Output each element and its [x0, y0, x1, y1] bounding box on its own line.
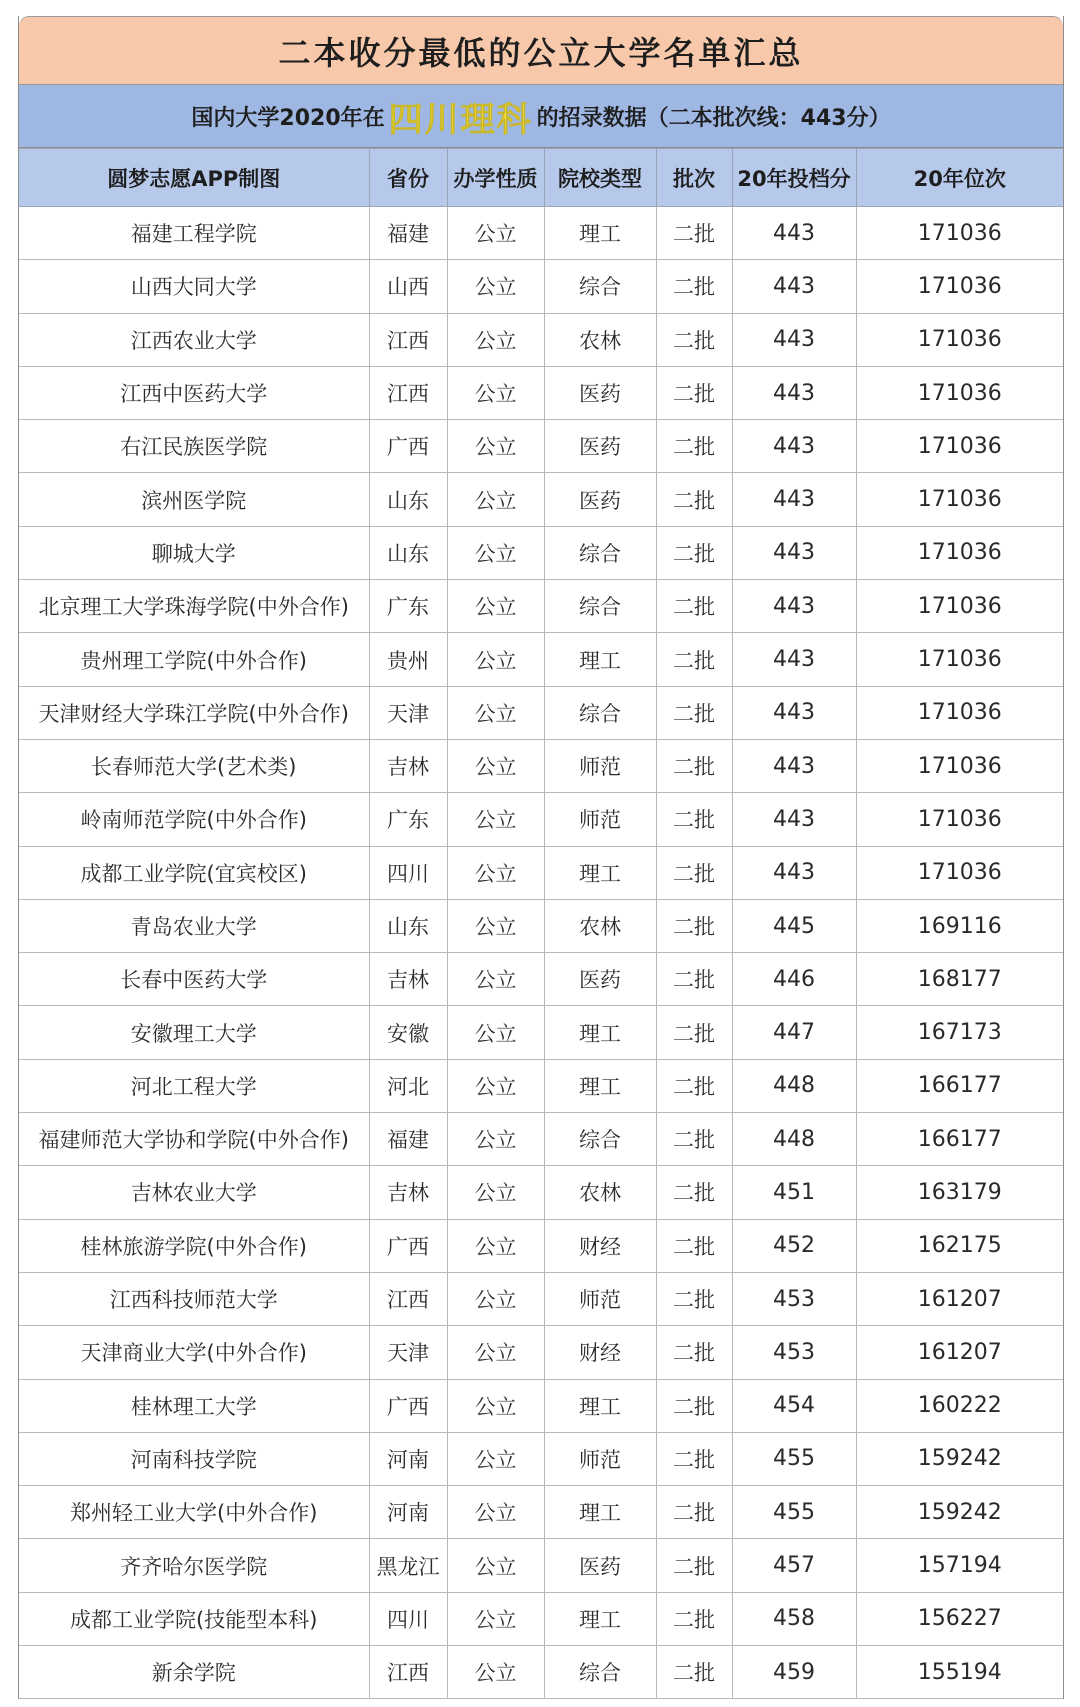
- ownership-cell: 公立: [447, 1113, 544, 1166]
- batch-cell: 二批: [656, 260, 732, 313]
- table-row: [19, 1592, 1063, 1645]
- province-cell: 天津: [369, 1326, 447, 1379]
- rank-cell: 171036: [856, 846, 1063, 899]
- batch-cell: 二批: [656, 1592, 732, 1645]
- table-row: [19, 1113, 1063, 1166]
- school-name-cell: 青岛农业大学: [19, 899, 369, 952]
- school-name-cell: 长春中医药大学: [19, 953, 369, 1006]
- school-type-cell: 综合: [544, 686, 656, 739]
- score-cell: 443: [732, 793, 856, 846]
- school-type-cell: 农林: [544, 1166, 656, 1219]
- score-cell: 453: [732, 1272, 856, 1325]
- school-type-cell: 医药: [544, 473, 656, 526]
- ownership-cell: 公立: [447, 313, 544, 366]
- batch-cell: 二批: [656, 313, 732, 366]
- school-name-cell: 成都工业学院(技能型本科): [19, 1592, 369, 1645]
- rank-cell: 171036: [856, 207, 1063, 260]
- school-name-cell: 桂林理工大学: [19, 1379, 369, 1432]
- rank-cell: 171036: [856, 366, 1063, 419]
- school-name-cell: 岭南师范学院(中外合作): [19, 793, 369, 846]
- score-cell: 447: [732, 1006, 856, 1059]
- school-type-cell: 理工: [544, 207, 656, 260]
- rank-cell: 159242: [856, 1432, 1063, 1485]
- score-table-sheet: [18, 16, 1064, 1699]
- school-type-cell: 医药: [544, 1539, 656, 1592]
- school-name-cell: 福建师范大学协和学院(中外合作): [19, 1113, 369, 1166]
- rank-cell: 161207: [856, 1326, 1063, 1379]
- table-row: [19, 1326, 1063, 1379]
- school-type-cell: 理工: [544, 633, 656, 686]
- batch-cell: 二批: [656, 1113, 732, 1166]
- batch-cell: 二批: [656, 1432, 732, 1485]
- batch-cell: 二批: [656, 420, 732, 473]
- table-row: [19, 1486, 1063, 1539]
- ownership-cell: 公立: [447, 366, 544, 419]
- ownership-cell: 公立: [447, 580, 544, 633]
- batch-cell: 二批: [656, 953, 732, 1006]
- ownership-cell: 公立: [447, 1646, 544, 1699]
- subtitle-suffix: 的招录数据（二本批次线：443分）: [536, 105, 891, 131]
- ownership-cell: 公立: [447, 526, 544, 579]
- ownership-cell: 公立: [447, 1326, 544, 1379]
- ownership-cell: 公立: [447, 1219, 544, 1272]
- rank-cell: 169116: [856, 899, 1063, 952]
- score-cell: 448: [732, 1059, 856, 1112]
- batch-cell: 二批: [656, 1486, 732, 1539]
- province-cell: 广东: [369, 793, 447, 846]
- school-name-cell: 河北工程大学: [19, 1059, 369, 1112]
- score-cell: 458: [732, 1592, 856, 1645]
- school-name-cell: 江西农业大学: [19, 313, 369, 366]
- province-cell: 天津: [369, 686, 447, 739]
- batch-cell: 二批: [656, 1646, 732, 1699]
- province-cell: 黑龙江: [369, 1539, 447, 1592]
- score-cell: 451: [732, 1166, 856, 1219]
- batch-cell: 二批: [656, 1166, 732, 1219]
- ownership-cell: 公立: [447, 1486, 544, 1539]
- table-row: [19, 1166, 1063, 1219]
- ownership-cell: 公立: [447, 1432, 544, 1485]
- batch-cell: 二批: [656, 526, 732, 579]
- province-cell: 江西: [369, 1272, 447, 1325]
- school-name-cell: 齐齐哈尔医学院: [19, 1539, 369, 1592]
- table-row: [19, 1646, 1063, 1699]
- ownership-cell: 公立: [447, 1379, 544, 1432]
- rank-cell: 171036: [856, 633, 1063, 686]
- batch-cell: 二批: [656, 473, 732, 526]
- school-type-cell: 综合: [544, 260, 656, 313]
- admission-table: [19, 148, 1063, 1699]
- school-type-cell: 农林: [544, 899, 656, 952]
- school-name-cell: 滨州医学院: [19, 473, 369, 526]
- rank-cell: 171036: [856, 473, 1063, 526]
- score-cell: 452: [732, 1219, 856, 1272]
- table-row: [19, 1219, 1063, 1272]
- school-type-cell: 理工: [544, 1059, 656, 1112]
- school-type-cell: 医药: [544, 420, 656, 473]
- school-type-cell: 医药: [544, 366, 656, 419]
- school-name-cell: 北京理工大学珠海学院(中外合作): [19, 580, 369, 633]
- province-cell: 吉林: [369, 739, 447, 792]
- table-row: [19, 953, 1063, 1006]
- rank-cell: 168177: [856, 953, 1063, 1006]
- ownership-cell: 公立: [447, 473, 544, 526]
- province-cell: 河南: [369, 1432, 447, 1485]
- rank-cell: 159242: [856, 1486, 1063, 1539]
- school-type-cell: 理工: [544, 846, 656, 899]
- subtitle-prefix: 国内大学2020年在: [191, 105, 385, 131]
- table-row: [19, 420, 1063, 473]
- batch-cell: 二批: [656, 366, 732, 419]
- batch-cell: 二批: [656, 633, 732, 686]
- table-row: [19, 686, 1063, 739]
- school-name-cell: 天津商业大学(中外合作): [19, 1326, 369, 1379]
- table-row: [19, 633, 1063, 686]
- ownership-cell: 公立: [447, 1272, 544, 1325]
- rank-cell: 161207: [856, 1272, 1063, 1325]
- ownership-cell: 公立: [447, 633, 544, 686]
- school-type-cell: 师范: [544, 1272, 656, 1325]
- school-type-cell: 理工: [544, 1006, 656, 1059]
- batch-cell: 二批: [656, 1379, 732, 1432]
- table-row: [19, 739, 1063, 792]
- province-cell: 贵州: [369, 633, 447, 686]
- batch-cell: 二批: [656, 1059, 732, 1112]
- score-cell: 446: [732, 953, 856, 1006]
- school-type-cell: 综合: [544, 580, 656, 633]
- school-name-cell: 右江民族医学院: [19, 420, 369, 473]
- batch-cell: 二批: [656, 1219, 732, 1272]
- province-cell: 江西: [369, 313, 447, 366]
- province-cell: 广东: [369, 580, 447, 633]
- rank-cell: 171036: [856, 420, 1063, 473]
- province-cell: 山东: [369, 526, 447, 579]
- province-cell: 江西: [369, 1646, 447, 1699]
- province-cell: 山西: [369, 260, 447, 313]
- province-cell: 广西: [369, 1379, 447, 1432]
- school-type-cell: 医药: [544, 953, 656, 1006]
- school-type-cell: 财经: [544, 1326, 656, 1379]
- rank-cell: 171036: [856, 739, 1063, 792]
- ownership-cell: 公立: [447, 260, 544, 313]
- table-row: [19, 846, 1063, 899]
- score-cell: 443: [732, 207, 856, 260]
- province-cell: 山东: [369, 899, 447, 952]
- school-type-cell: 理工: [544, 1486, 656, 1539]
- ownership-cell: 公立: [447, 420, 544, 473]
- page-title: 二本收分最低的公立大学名单汇总: [19, 16, 1063, 85]
- rank-cell: 166177: [856, 1059, 1063, 1112]
- school-type-cell: 农林: [544, 313, 656, 366]
- table-row: [19, 1006, 1063, 1059]
- header-score: 20年投档分: [732, 149, 856, 207]
- batch-cell: 二批: [656, 899, 732, 952]
- province-cell: 广西: [369, 1219, 447, 1272]
- batch-cell: 二批: [656, 1539, 732, 1592]
- school-name-cell: 江西中医药大学: [19, 366, 369, 419]
- school-type-cell: 师范: [544, 739, 656, 792]
- ownership-cell: 公立: [447, 953, 544, 1006]
- ownership-cell: 公立: [447, 1006, 544, 1059]
- score-cell: 454: [732, 1379, 856, 1432]
- batch-cell: 二批: [656, 739, 732, 792]
- rank-cell: 171036: [856, 313, 1063, 366]
- batch-cell: 二批: [656, 793, 732, 846]
- school-type-cell: 综合: [544, 526, 656, 579]
- province-cell: 河南: [369, 1486, 447, 1539]
- rank-cell: 171036: [856, 580, 1063, 633]
- ownership-cell: 公立: [447, 739, 544, 792]
- score-cell: 457: [732, 1539, 856, 1592]
- subtitle-highlight: 四川理科: [388, 99, 533, 140]
- score-cell: 443: [732, 739, 856, 792]
- school-type-cell: 财经: [544, 1219, 656, 1272]
- header-province: 省份: [369, 149, 447, 207]
- table-row: [19, 1059, 1063, 1112]
- ownership-cell: 公立: [447, 1059, 544, 1112]
- table-row: [19, 207, 1063, 260]
- score-cell: 443: [732, 420, 856, 473]
- province-cell: 安徽: [369, 1006, 447, 1059]
- rank-cell: 171036: [856, 526, 1063, 579]
- score-cell: 443: [732, 260, 856, 313]
- header-batch: 批次: [656, 149, 732, 207]
- score-cell: 443: [732, 633, 856, 686]
- score-cell: 448: [732, 1113, 856, 1166]
- table-row: [19, 473, 1063, 526]
- school-name-cell: 江西科技师范大学: [19, 1272, 369, 1325]
- rank-cell: 155194: [856, 1646, 1063, 1699]
- score-cell: 443: [732, 846, 856, 899]
- batch-cell: 二批: [656, 1006, 732, 1059]
- province-cell: 福建: [369, 1113, 447, 1166]
- rank-cell: 163179: [856, 1166, 1063, 1219]
- table-body: [19, 207, 1063, 1699]
- school-type-cell: 师范: [544, 1432, 656, 1485]
- province-cell: 广西: [369, 420, 447, 473]
- school-name-cell: 天津财经大学珠江学院(中外合作): [19, 686, 369, 739]
- table-row: [19, 313, 1063, 366]
- ownership-cell: 公立: [447, 793, 544, 846]
- ownership-cell: 公立: [447, 899, 544, 952]
- table-row: [19, 793, 1063, 846]
- batch-cell: 二批: [656, 207, 732, 260]
- table-row: [19, 526, 1063, 579]
- score-cell: 443: [732, 366, 856, 419]
- subtitle-bar: [19, 85, 1063, 148]
- school-name-cell: 吉林农业大学: [19, 1166, 369, 1219]
- ownership-cell: 公立: [447, 686, 544, 739]
- score-cell: 455: [732, 1432, 856, 1485]
- score-cell: 455: [732, 1486, 856, 1539]
- ownership-cell: 公立: [447, 846, 544, 899]
- province-cell: 吉林: [369, 953, 447, 1006]
- score-cell: 443: [732, 686, 856, 739]
- score-cell: 453: [732, 1326, 856, 1379]
- score-cell: 443: [732, 580, 856, 633]
- table-row: [19, 1379, 1063, 1432]
- table-row: [19, 260, 1063, 313]
- table-header-row: [19, 149, 1063, 207]
- school-name-cell: 聊城大学: [19, 526, 369, 579]
- batch-cell: 二批: [656, 846, 732, 899]
- school-name-cell: 山西大同大学: [19, 260, 369, 313]
- province-cell: 福建: [369, 207, 447, 260]
- rank-cell: 162175: [856, 1219, 1063, 1272]
- province-cell: 河北: [369, 1059, 447, 1112]
- rank-cell: 171036: [856, 793, 1063, 846]
- school-type-cell: 理工: [544, 1592, 656, 1645]
- rank-cell: 157194: [856, 1539, 1063, 1592]
- rank-cell: 160222: [856, 1379, 1063, 1432]
- ownership-cell: 公立: [447, 207, 544, 260]
- school-name-cell: 河南科技学院: [19, 1432, 369, 1485]
- rank-cell: 171036: [856, 260, 1063, 313]
- school-name-cell: 成都工业学院(宜宾校区): [19, 846, 369, 899]
- school-name-cell: 桂林旅游学院(中外合作): [19, 1219, 369, 1272]
- table-row: [19, 1272, 1063, 1325]
- rank-cell: 167173: [856, 1006, 1063, 1059]
- province-cell: 吉林: [369, 1166, 447, 1219]
- ownership-cell: 公立: [447, 1592, 544, 1645]
- province-cell: 山东: [369, 473, 447, 526]
- rank-cell: 171036: [856, 686, 1063, 739]
- table-row: [19, 1432, 1063, 1485]
- header-rank: 20年位次: [856, 149, 1063, 207]
- batch-cell: 二批: [656, 1326, 732, 1379]
- rank-cell: 156227: [856, 1592, 1063, 1645]
- rank-cell: 166177: [856, 1113, 1063, 1166]
- ownership-cell: 公立: [447, 1539, 544, 1592]
- school-type-cell: 综合: [544, 1113, 656, 1166]
- ownership-cell: 公立: [447, 1166, 544, 1219]
- school-type-cell: 师范: [544, 793, 656, 846]
- batch-cell: 二批: [656, 580, 732, 633]
- province-cell: 四川: [369, 846, 447, 899]
- score-cell: 443: [732, 526, 856, 579]
- school-type-cell: 理工: [544, 1379, 656, 1432]
- score-cell: 459: [732, 1646, 856, 1699]
- school-name-cell: 长春师范大学(艺术类): [19, 739, 369, 792]
- province-cell: 四川: [369, 1592, 447, 1645]
- table-row: [19, 1539, 1063, 1592]
- score-cell: 443: [732, 473, 856, 526]
- school-name-cell: 福建工程学院: [19, 207, 369, 260]
- school-type-cell: 综合: [544, 1646, 656, 1699]
- school-name-cell: 贵州理工学院(中外合作): [19, 633, 369, 686]
- header-school: 圆梦志愿APP制图: [19, 149, 369, 207]
- school-name-cell: 安徽理工大学: [19, 1006, 369, 1059]
- batch-cell: 二批: [656, 1272, 732, 1325]
- table-row: [19, 899, 1063, 952]
- school-name-cell: 郑州轻工业大学(中外合作): [19, 1486, 369, 1539]
- score-cell: 443: [732, 313, 856, 366]
- table-row: [19, 580, 1063, 633]
- batch-cell: 二批: [656, 686, 732, 739]
- header-ownership: 办学性质: [447, 149, 544, 207]
- school-name-cell: 新余学院: [19, 1646, 369, 1699]
- score-cell: 445: [732, 899, 856, 952]
- table-row: [19, 366, 1063, 419]
- province-cell: 江西: [369, 366, 447, 419]
- header-type: 院校类型: [544, 149, 656, 207]
